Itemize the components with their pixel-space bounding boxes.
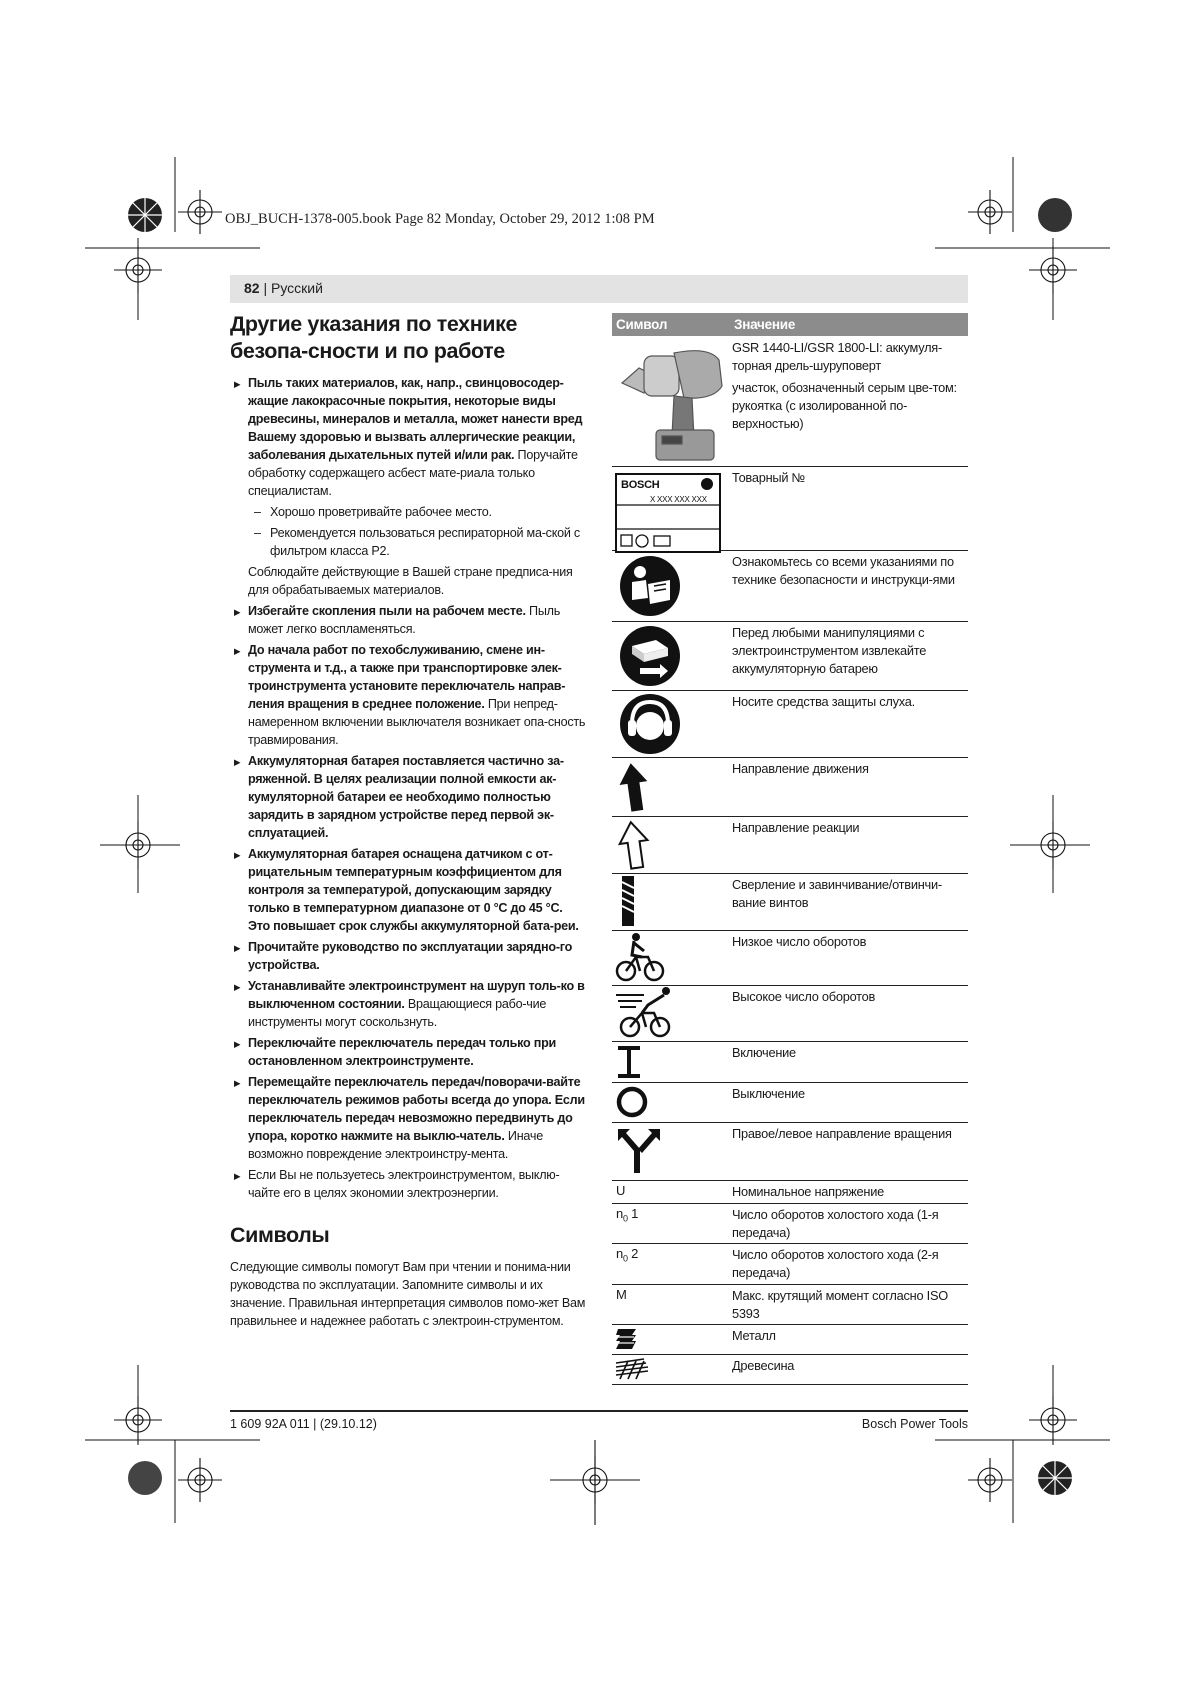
footer-brand: Bosch Power Tools: [861, 1417, 968, 1431]
bullet-read-charger-manual: ▶ Прочитайте руководство по эксплуатации зарядно-го устройства.: [230, 938, 586, 974]
voltage-symbol: U: [616, 1183, 626, 1198]
footer-rule: [230, 1410, 968, 1412]
bullet-dust-accumulation: ▶ Избегайте скопления пыли на рабочем месте. Пыль может легко воспламеняться.: [230, 602, 586, 638]
table-row: [612, 873, 968, 931]
safety-title: Другие указания по технике безопа-сности и по работе: [230, 312, 518, 363]
switch-off-label: Выключение: [732, 1086, 805, 1101]
symbols-title: Символы: [230, 1223, 330, 1247]
left-column: [230, 308, 586, 1330]
no-load-speed-gear1-label: Число оборотов холостого хода (1-я передача): [732, 1207, 939, 1240]
metal-icon: [614, 1327, 640, 1351]
table-row: [612, 985, 968, 1042]
dash-respirator: – Рекомендуется пользоваться респираторной ма-ской с фильтром класса Р2.: [230, 524, 586, 560]
read-manual-icon: [618, 554, 682, 618]
page-number: 82: [244, 280, 260, 296]
high-speed-label: Высокое число оборотов: [732, 989, 876, 1004]
print-header: OBJ_BUCH-1378-005.book Page 82 Monday, October 29, 2012 1:08 PM: [225, 211, 655, 227]
metal-label: Металл: [732, 1328, 776, 1343]
table-row: [612, 930, 968, 986]
bicycle-slow-icon: [614, 931, 666, 983]
torque-symbol: M: [616, 1287, 627, 1302]
table-row: [612, 690, 968, 758]
rated-voltage-label: Номинальное напряжение: [732, 1184, 885, 1199]
drill-bit-icon: [614, 874, 644, 928]
low-speed-label: Низкое число оборотов: [732, 934, 867, 949]
bullet-dust: ▶ Пыль таких материалов, как, напр., свинцовосодер-жащие лакокрасочные покрытия, некоторые виды древесины, минералов и металла, может нанести вред Вашему здоровью и вызвать аллергические реакции, заболевания дыхательных путей и/или рак. Поручайте обработку содержащего асбест мате-риала только специалистам.: [230, 374, 586, 500]
read-instructions-label: Ознакомьтесь со всеми указаниями по технике безопасности и инструкци-ями: [732, 554, 955, 587]
language-label: Русский: [271, 280, 323, 296]
plate-brand: BOSCH: [621, 479, 660, 491]
wood-label: Древесина: [732, 1358, 795, 1373]
ear-protection-icon: [618, 692, 682, 756]
table-row: [612, 1354, 968, 1385]
max-torque-label: Макс. крутящий момент согласно ISO 5393: [732, 1288, 948, 1321]
table-row: [612, 550, 968, 622]
wood-icon: [614, 1357, 650, 1381]
bullet-save-energy: ▶ Если Вы не пользуетесь электроинструментом, выклю-чайте его в целях экономии электроэнергии.: [230, 1166, 586, 1202]
footer-document-id: 1 609 92A 011 | (29.10.12): [230, 1417, 377, 1431]
direction-of-movement-label: Направление движения: [732, 761, 869, 776]
article-number-label: Товарный №: [732, 470, 806, 485]
bullet-gear-selector: ▶ Переключайте переключатель передач только при остановленном электроинструменте.: [230, 1034, 586, 1070]
column-header-symbol: Символ: [616, 317, 668, 332]
table-row: [612, 1041, 968, 1083]
grey-area-description: участок, обозначенный серым цве-том: рукоятка (с изолированной по-верхностью): [732, 380, 957, 431]
drill-description: GSR 1440-LI/GSR 1800-LI: аккумуля-торная дрель-шуруповерт: [732, 340, 942, 373]
switch-off-icon: [614, 1084, 650, 1120]
table-row: [612, 1203, 968, 1244]
table-row: [612, 1243, 968, 1285]
table-row: [612, 1122, 968, 1181]
column-header-meaning: Значение: [734, 317, 796, 332]
table-row: [612, 757, 968, 817]
table-row: [612, 1082, 968, 1123]
table-header: [612, 313, 968, 336]
table-row: [612, 466, 968, 551]
rotation-direction-label: Правое/левое направление вращения: [732, 1126, 952, 1141]
table-row: [612, 1324, 968, 1355]
hearing-protection-label: Носите средства защиты слуха.: [732, 694, 915, 709]
arrow-outline-icon: [614, 818, 654, 872]
no-load-speed-gear2-label: Число оборотов холостого хода (2-я передача): [732, 1247, 939, 1280]
bullet-battery-ntc: ▶ Аккумуляторная батарея оснащена датчиком с от-рицательным температурным коэффициентом для контроля за температурой, допускающим зарядку только в температурном диапазоне от 0 °C до 45 °C. Это повышает срок службы аккумуляторной бата-реи.: [230, 845, 586, 935]
separator: |: [263, 280, 268, 296]
bullet-switched-off: ▶ Устанавливайте электроинструмент на шуруп толь-ко в выключенном состоянии. Вращающиеся рабо-чие инструменты могут соскользнуть.: [230, 977, 586, 1031]
switch-on-icon: [614, 1044, 644, 1080]
rotation-direction-icon: [614, 1123, 664, 1177]
direction-of-reaction-label: Направление реакции: [732, 820, 860, 835]
bullet-gear-stop: ▶ Перемещайте переключатель передач/поворачи-вайте переключатель режимов работы всегда до упора. Если переключатель передач невозможно передвинуть до упора, коротко нажмите на выклю-чатель. Иначе возможно повреждение электроинстру-мента.: [230, 1073, 586, 1163]
speed-gear2-symbol: $n_0$ 2: [616, 1246, 639, 1264]
remove-battery-label: Перед любыми манипуляциями с электроинструментом извлекайте аккумуляторную батарею: [732, 625, 927, 676]
drilling-screwdriving-label: Сверление и завинчивание/отвинчи-вание винтов: [732, 877, 942, 910]
table-row: [612, 336, 968, 467]
switch-on-label: Включение: [732, 1045, 796, 1060]
remove-battery-icon: [618, 624, 682, 688]
type-plate-icon: [614, 472, 724, 554]
plate-number: X XXX XXX XXX: [650, 495, 707, 504]
table-row: [612, 621, 968, 691]
speed-gear1-symbol: $n_0$ 1: [616, 1206, 639, 1224]
arrow-filled-icon: [614, 759, 654, 815]
cordless-drill-icon: [614, 338, 729, 464]
bullet-rotation-switch: ▶ До начала работ по техобслуживанию, смене ин-струмента и т.д., а также при транспортировке элек-троинструмента установите переключатель направ-ления вращения в среднее положение. При непред-намеренном включении выключателя возникает опа-сность травмирования.: [230, 641, 586, 749]
table-row: [612, 1180, 968, 1204]
regulations-text: Соблюдайте действующие в Вашей стране предписа-ния для обрабатываемых материалов.: [248, 565, 573, 597]
bicycle-fast-icon: [614, 985, 682, 1039]
section-bar: [230, 275, 968, 303]
symbols-intro: Следующие символы помогут Вам при чтении и понима-нии руководства по эксплуатации. Запомните символы и их значение. Правильная интерпретация символов помо-жет Вам правильнее и надежнее работать с электроин-струментом.: [230, 1260, 586, 1328]
bullet-battery-charge: ▶ Аккумуляторная батарея поставляется частично за-ряженной. В целях реализации полной емкости ак-кумуляторной батареи ее необходимо полностью зарядить в зарядном устройстве перед первой эк-сплуатацией.: [230, 752, 586, 842]
table-row: [612, 816, 968, 874]
table-row: [612, 1284, 968, 1325]
symbols-table: [612, 313, 968, 1373]
dash-ventilate: – Хорошо проветривайте рабочее место.: [230, 503, 586, 521]
